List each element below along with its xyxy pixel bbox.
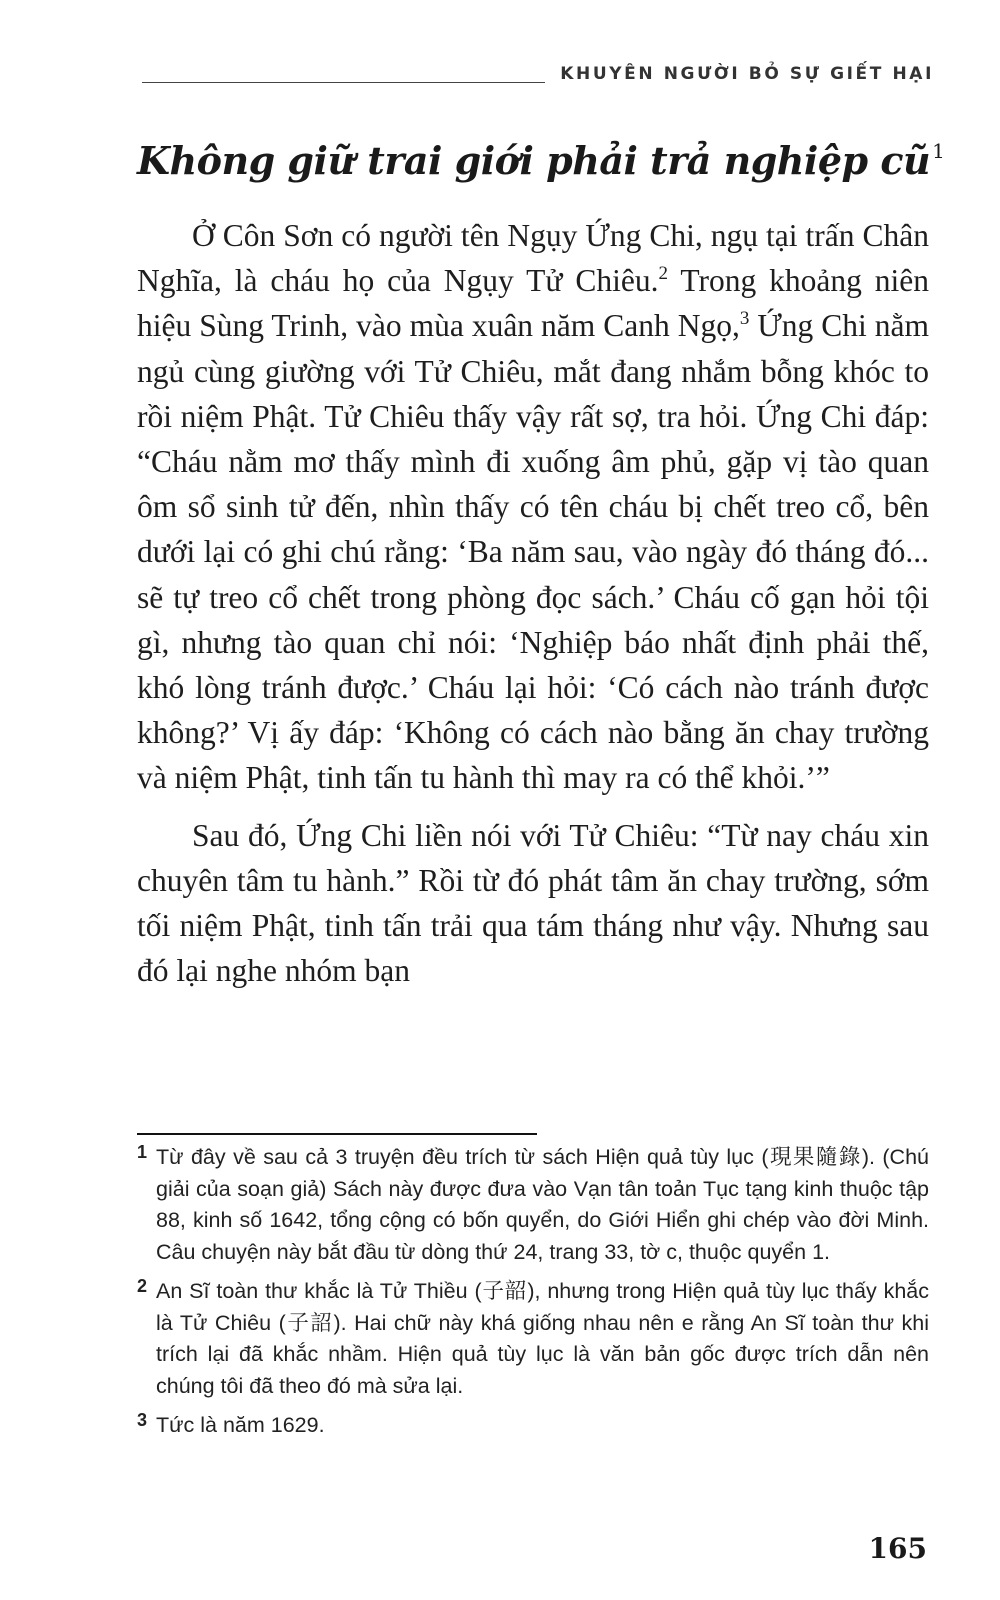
footnote-ref-3: 3 — [739, 308, 750, 330]
chapter-title — [137, 138, 944, 183]
paragraph-text: Trong khoảng niên hiệu Sùng Trinh, vào mùa xuân năm Canh Ngọ, — [137, 263, 929, 344]
footnote-text: An Sĩ toàn thư khắc là Tử Thiều (子韶), nhưng trong Hiện quả tùy lục thấy khắc là Tử Chiêu (子詔). Hai chữ này khá giống nhau nên e rằng An Sĩ toàn thư khi trích lại đã khắc nhầm. Hiện quả tùy lục là văn bản gốc được trích dẫn nên chúng tôi đã theo đó mà sửa lại. — [156, 1279, 929, 1398]
title-footnote-ref: 1 — [932, 139, 945, 163]
paragraph-text: Ở Côn Sơn có người tên Ngụy Ứng Chi, ngụ tại trấn Chân Nghĩa, là cháu họ của Ngụy Tử Chiêu. — [137, 218, 929, 299]
paragraph-2 — [137, 813, 929, 994]
footnote-ref-2: 2 — [658, 263, 668, 285]
paragraph-text: Sau đó, Ứng Chi liền nói với Tử Chiêu: “Từ nay cháu xin chuyên tâm tu hành.” Rồi từ đó phát tâm ăn chay trường, sớm tối niệm Phật, tinh tấn trải qua tám tháng như vậy. Nhưng sau đó lại nghe nhóm bạn — [137, 817, 929, 989]
footnote-rule — [137, 1133, 537, 1135]
footnotes — [137, 1142, 929, 1450]
footnote-3 — [137, 1410, 929, 1442]
header-rule — [142, 82, 545, 83]
chapter-title-text: Không giữ trai giới phải trả nghiệp cũ — [137, 138, 931, 183]
footnote-number: 2 — [137, 1276, 148, 1296]
footnote-number: 3 — [137, 1410, 148, 1430]
footnote-number: 1 — [137, 1142, 148, 1162]
paragraph-text: Ứng Chi nằm ngủ cùng giường với Tử Chiêu, mắt đang nhắm bỗng khóc to rồi niệm Phật. Tử Chiêu thấy vậy rất sợ, tra hỏi. Ứng Chi đáp: “Cháu nằm mơ thấy mình đi xuống âm phủ, gặp vị tào quan ôm sổ sinh tử đến, nhìn thấy có tên cháu bị chết treo cổ, bên dưới lại có ghi chú rằng: ‘Ba năm sau, vào ngày đó tháng đó... sẽ tự treo cổ chết trong phòng đọc sách.’ Cháu cố gạn hỏi tội gì, nhưng tào quan chỉ nói: ‘Nghiệp báo nhất định phải thế, khó lòng tránh được.’ Cháu lại hỏi: ‘Có cách nào tránh được không?’ Vị ấy đáp: ‘Không có cách nào bằng ăn chay trường và niệm Phật, tinh tấn tu hành thì may ra có thể khỏi.’” — [137, 308, 929, 796]
footnote-1 — [137, 1142, 929, 1268]
running-head: KHUYÊN NGƯỜI BỎ SỰ GIẾT HẠI — [560, 64, 934, 84]
body-text — [137, 213, 929, 993]
page-number: 165 — [868, 1532, 927, 1565]
paragraph-1 — [137, 213, 929, 801]
footnote-text: Từ đây về sau cả 3 truyện đều trích từ sách Hiện quả tùy lục (現果隨錄). (Chú giải của soạn giả) Sách này được đưa vào Vạn tân toản Tục tạng kinh thuộc tập 88, kinh số 1642, tổng cộng có bốn quyển, do Giới Hiển ghi chép vào đời Minh. Câu chuyện này bắt đầu từ dòng thứ 24, trang 33, tờ c, thuộc quyển 1. — [156, 1145, 929, 1264]
footnote-text: Tức là năm 1629. — [156, 1413, 325, 1437]
footnote-2 — [137, 1276, 929, 1402]
